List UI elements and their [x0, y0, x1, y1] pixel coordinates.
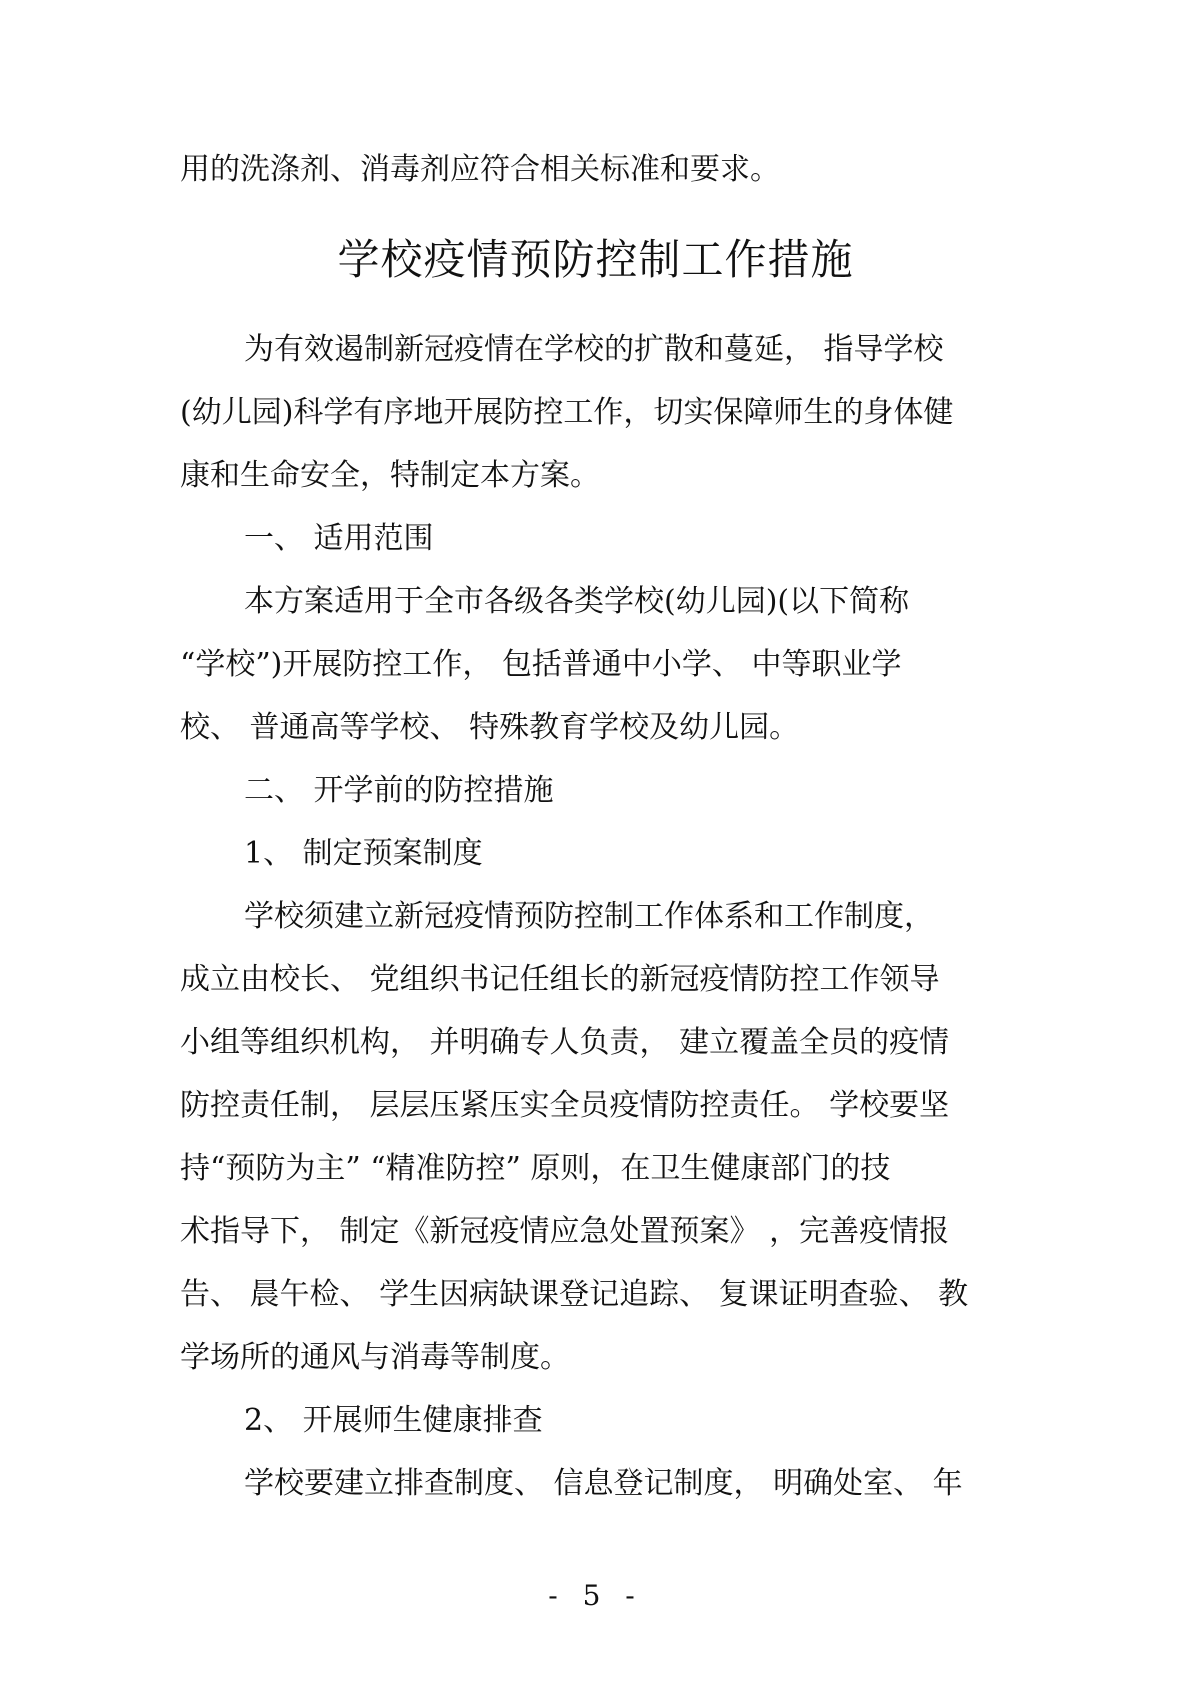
- section-heading: 二、 开学前的防控措施: [244, 773, 554, 808]
- paragraph-line: 为有效遏制新冠疫情在学校的扩散和蔓延， 指导学校: [244, 332, 944, 367]
- paragraph-line: 告、 晨午检、 学生因病缺课登记追踪、 复课证明查验、 教: [180, 1277, 969, 1312]
- paragraph-line: 学场所的通风与消毒等制度。: [180, 1340, 570, 1375]
- subsection-heading: 2、 开展师生健康排查: [244, 1403, 543, 1438]
- paragraph-line: 学校要建立排查制度、 信息登记制度， 明确处室、 年: [244, 1466, 963, 1501]
- paragraph-line: 持“预防为主” “精准防控” 原则，在卫生健康部门的技: [180, 1151, 891, 1186]
- paragraph-line: 用的洗涤剂、消毒剂应符合相关标准和要求。: [180, 152, 780, 187]
- section-heading: 一、 适用范围: [244, 521, 434, 556]
- paragraph-line: 学校须建立新冠疫情预防控制工作体系和工作制度，: [244, 899, 934, 934]
- paragraph-line: 防控责任制， 层层压紧压实全员疫情防控责任。 学校要坚: [180, 1088, 950, 1123]
- subsection-heading: 1、 制定预案制度: [244, 836, 483, 871]
- paragraph-line: 术指导下， 制定《新冠疫情应急处置预案》 ，完善疫情报: [180, 1214, 950, 1249]
- page-number: - 5 -: [548, 1579, 643, 1612]
- paragraph-line: “学校”)开展防控工作， 包括普通中小学、 中等职业学: [180, 647, 902, 682]
- body-text: [180, 318, 1012, 1515]
- paragraph-line: (幼儿园)科学有序地开展防控工作，切实保障师生的身体健: [180, 395, 954, 430]
- paragraph-line: 小组等组织机构， 并明确专人负责， 建立覆盖全员的疫情: [180, 1025, 950, 1060]
- continuation-text: [180, 138, 1012, 201]
- paragraph-line: 本方案适用于全市各级各类学校(幼儿园)(以下简称: [244, 584, 910, 619]
- paragraph-line: 成立由校长、 党组织书记任组长的新冠疫情防控工作领导: [180, 962, 940, 997]
- paragraph-line: 康和生命安全，特制定本方案。: [180, 458, 600, 493]
- document-title: 学校疫情预防控制工作措施: [337, 235, 854, 284]
- paragraph-line: 校、 普通高等学校、 特殊教育学校及幼儿园。: [180, 710, 800, 745]
